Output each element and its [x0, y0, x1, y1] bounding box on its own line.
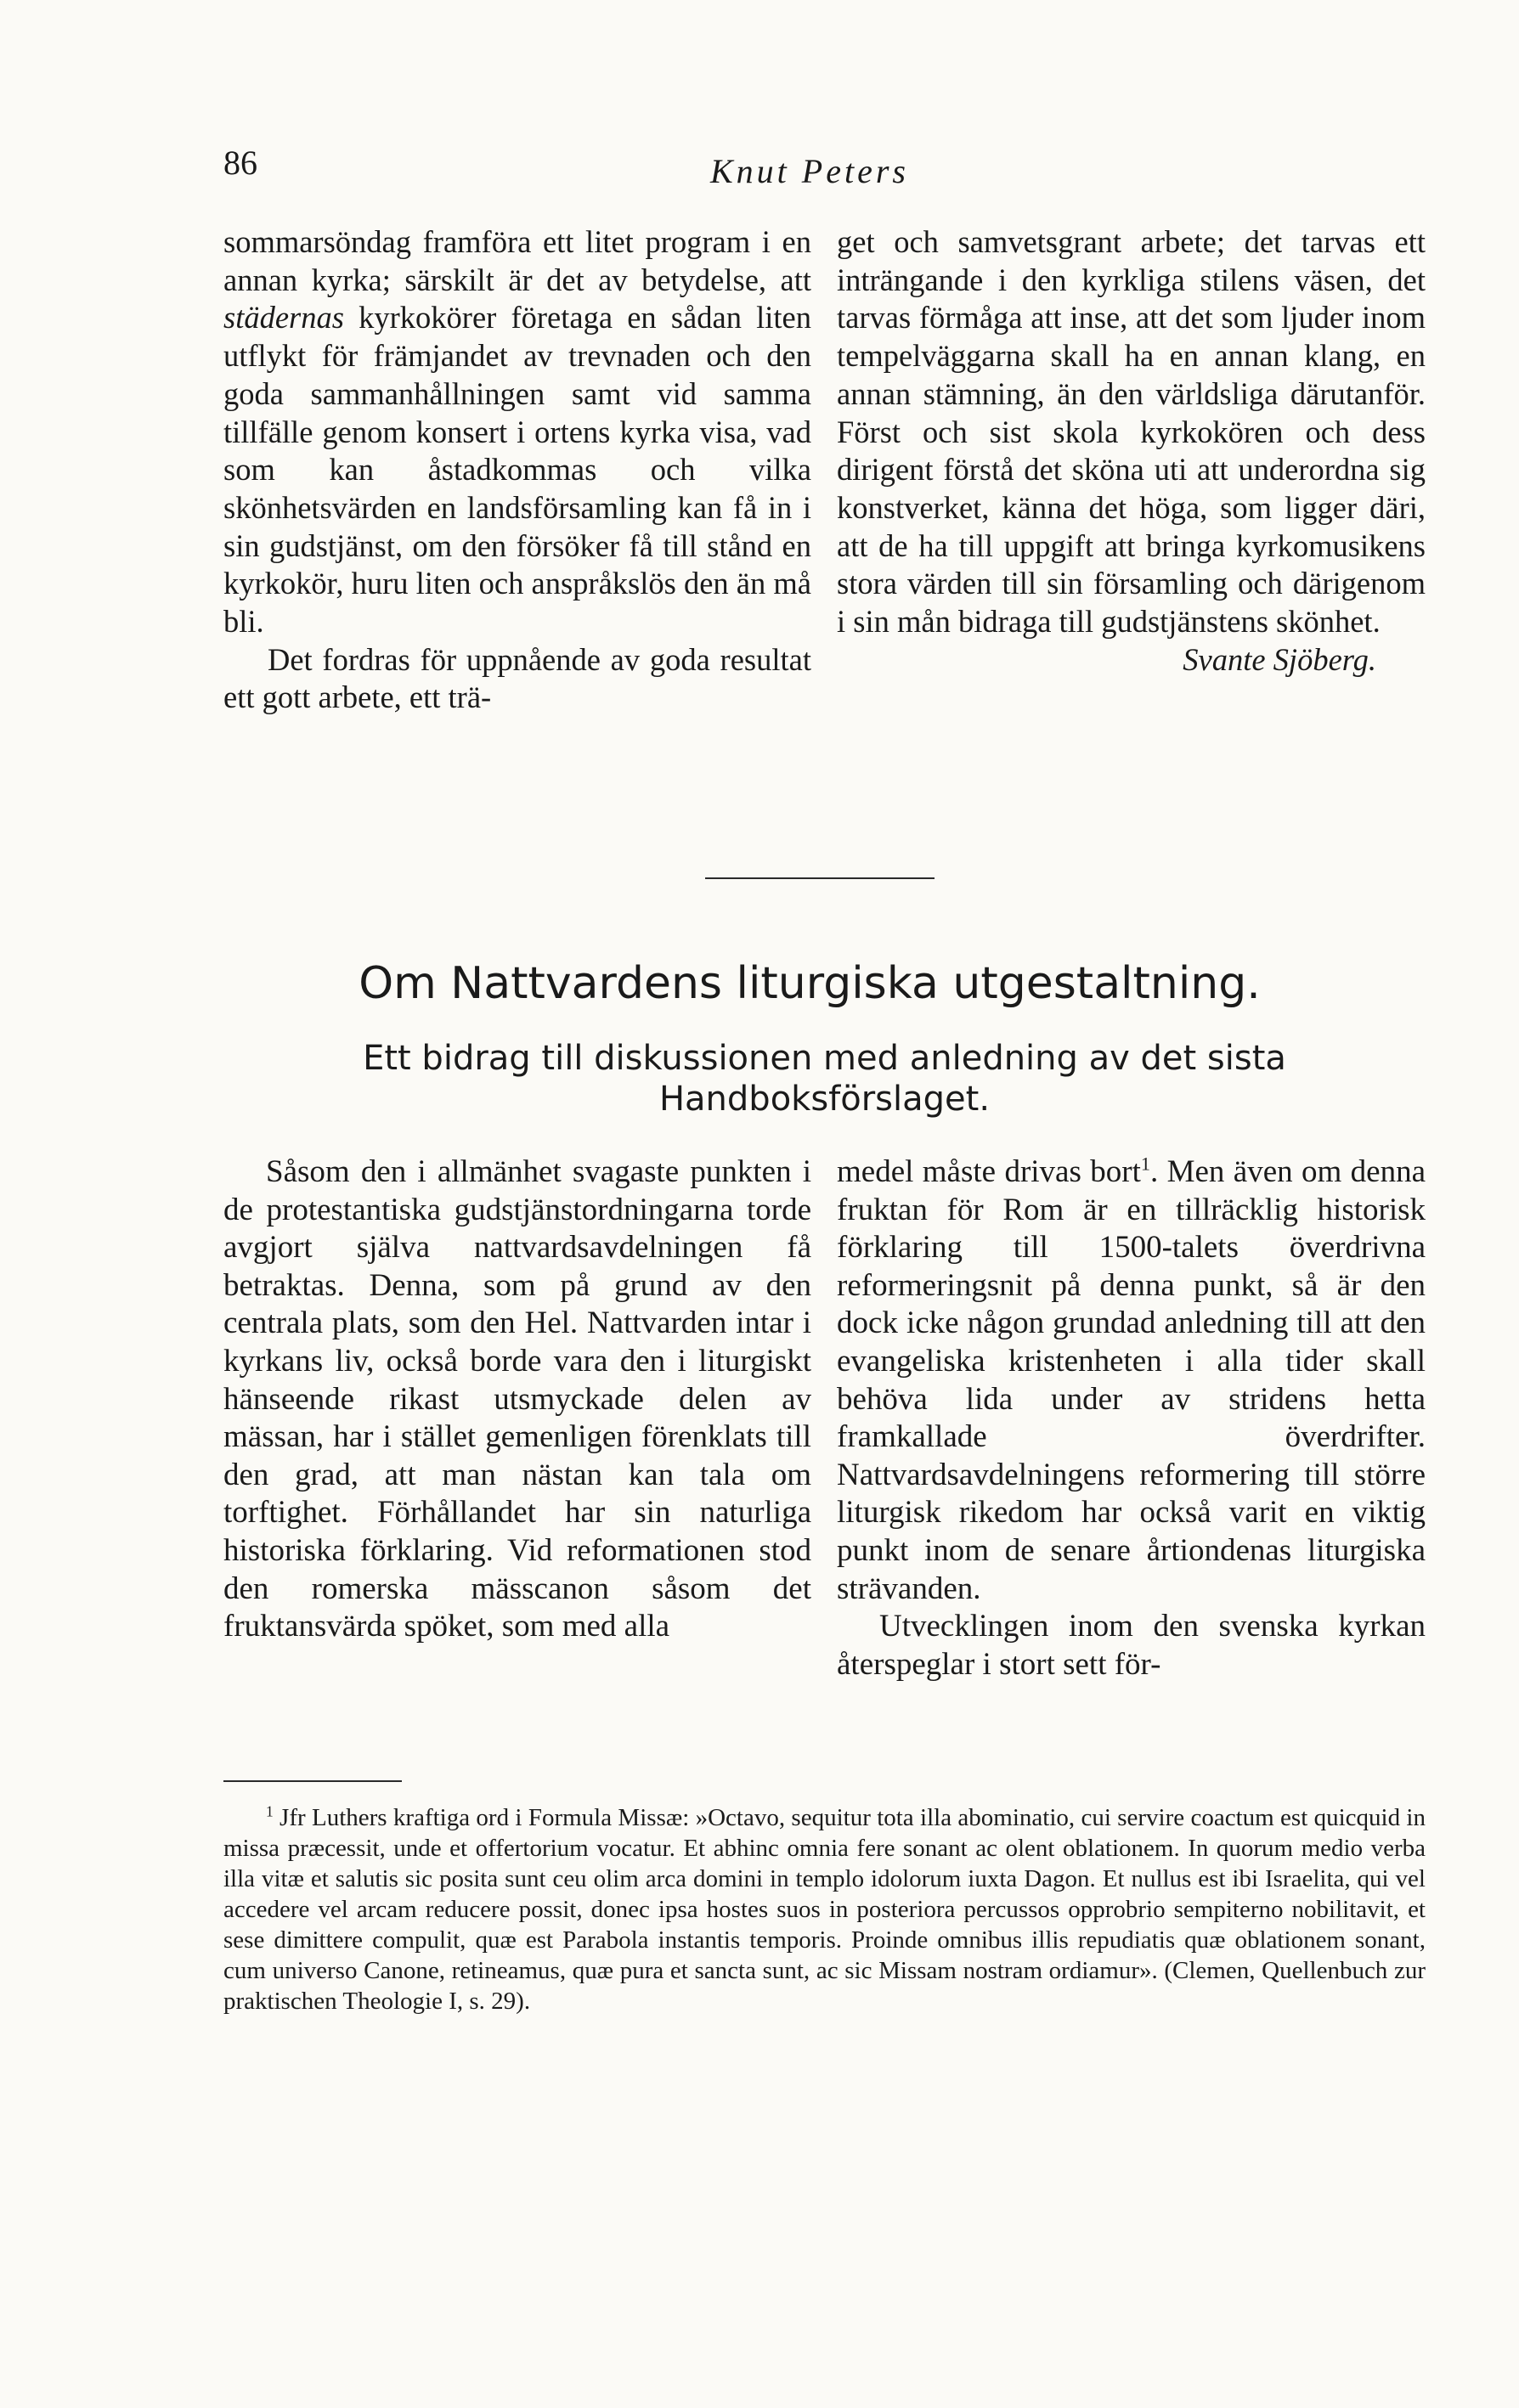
- text-run: medel måste drivas bort: [837, 1154, 1141, 1189]
- section-divider: [705, 877, 935, 879]
- text-run: kyrkokörer företaga en sådan liten utflykt för främjandet av trevnaden och den goda sammanhållningen samt vid samma tillfälle genom konsert i ortens kyrka visa, vad som kan åstadkommas och vilka skönhetsvärden en landsförsamling kan få in i sin gudstjänst, om den försöker få till stånd en kyrkokör, huru liten och anspråkslös den än må bli.: [223, 300, 811, 640]
- paragraph: [837, 1153, 1426, 1608]
- footnote-text: Jfr Luthers kraftiga ord i Formula Missæ: »Octavo, sequitur tota illa abominatio, cui servire coactum est quicquid in missa præcessit, unde et offertorium vocatur. Et abhinc omnia fere sonant ac olent oblationem. In quorum medio verba illa vitæ et salutis sic posita sunt ceu olim arca domini in templo idolorum iuxta Dagon. Et nullus est ibi Israelita, qui vel accedere vel arcam reducere possit, donec ipsa hostes suos in posteriora percussos opprobrio sempiterno nobilitavit, et sese dimittere compulit, quæ est Parabola instantis temporis. Proinde omnibus illis repudiatis quæ oblationem sonant, cum universo Canone, retineamus, quæ pura et sancta sunt, ac sic Missam nostram ordiamur». (Clemen, Quellenbuch zur praktischen Theologie I, s. 29).: [223, 1804, 1426, 2015]
- article-title: Om Nattvardens liturgiska utgestaltning.: [359, 958, 1261, 1009]
- paragraph: get och samvetsgrant arbete; det tarvas ett inträngande i den kyrkliga stilens väsen, det tarvas förmåga att inse, att det som ljuder inom tempelväggarna skall ha en annan klang, en annan stämning, än den världsliga därutanför. Först och sist skola kyrkokören och dess dirigent förstå det sköna uti att underordna sig konstverket, känna det höga, som ligger däri, att de ha till uppgift att bringa kyrkomusikens stora värden till sin församling och därigenom i sin mån bidraga till gudstjänstens skönhet.: [837, 224, 1426, 640]
- emphasis: städernas: [223, 300, 344, 336]
- text-run: sommarsöndag framföra ett litet program i en annan kyrka; särskilt är det av betydelse, att: [223, 224, 811, 297]
- author-signature: Svante Sjöberg.: [1183, 641, 1376, 677]
- top-right-column: [837, 223, 1426, 679]
- paragraph: Utvecklingen inom den svenska kyrkan återspeglar i stort sett för-: [837, 1609, 1426, 1682]
- paragraph: [223, 223, 811, 641]
- paragraph: Det fordras för uppnående av goda resultat ett gott arbete, ett trä-: [223, 641, 811, 715]
- page-number: 86: [223, 144, 257, 182]
- page-header: [223, 143, 1396, 194]
- footnote-reference[interactable]: 1: [1140, 1153, 1150, 1175]
- footnote-mark: 1: [266, 1802, 274, 1820]
- top-left-column: [223, 223, 811, 717]
- footnote: [223, 1802, 1426, 2016]
- article-right-column: [837, 1153, 1426, 1683]
- text-run: . Men även om denna fruktan för Rom är en tillräcklig historisk förklaring till 1500-talets överdrivna reformeringsnit på denna punkt, så är den dock icke någon grundad anledning till att den evangeliska kristenheten i alla tider skall behöva lida under av stridens hetta framkallade överdrifter. Nattvardsavdelningens reformering till större liturgisk rikedom har också varit en viktig punkt inom de senare årtiondenas liturgiska strävanden.: [837, 1154, 1426, 1606]
- subtitle-line: Ett bidrag till diskussionen med anledning av det sista: [363, 1039, 1286, 1078]
- article-left-column: [223, 1153, 811, 1646]
- subtitle-line: Handboksförslaget.: [658, 1080, 991, 1119]
- footnote-divider: [223, 1780, 402, 1782]
- article-subtitle: [223, 1038, 1426, 1119]
- running-title: Knut Peters: [710, 152, 909, 190]
- paragraph: Såsom den i allmänhet svagaste punkten i de protestantiska gudstjänstordningarna torde avgjort själva nattvardsavdelningen få betraktas. Denna, som på grund av den centrala plats, som den Hel. Nattvarden intar i kyrkans liv, också borde vara den i liturgiskt hänseende rikast utsmyckade delen av mässan, har i stället gemenligen förenklats till den grad, att man nästan kan tala om torftighet. Förhållandet har sin naturliga historiska förklaring. Vid reformationen stod den romerska mässcanon såsom det fruktansvärda spöket, som med alla: [223, 1154, 811, 1644]
